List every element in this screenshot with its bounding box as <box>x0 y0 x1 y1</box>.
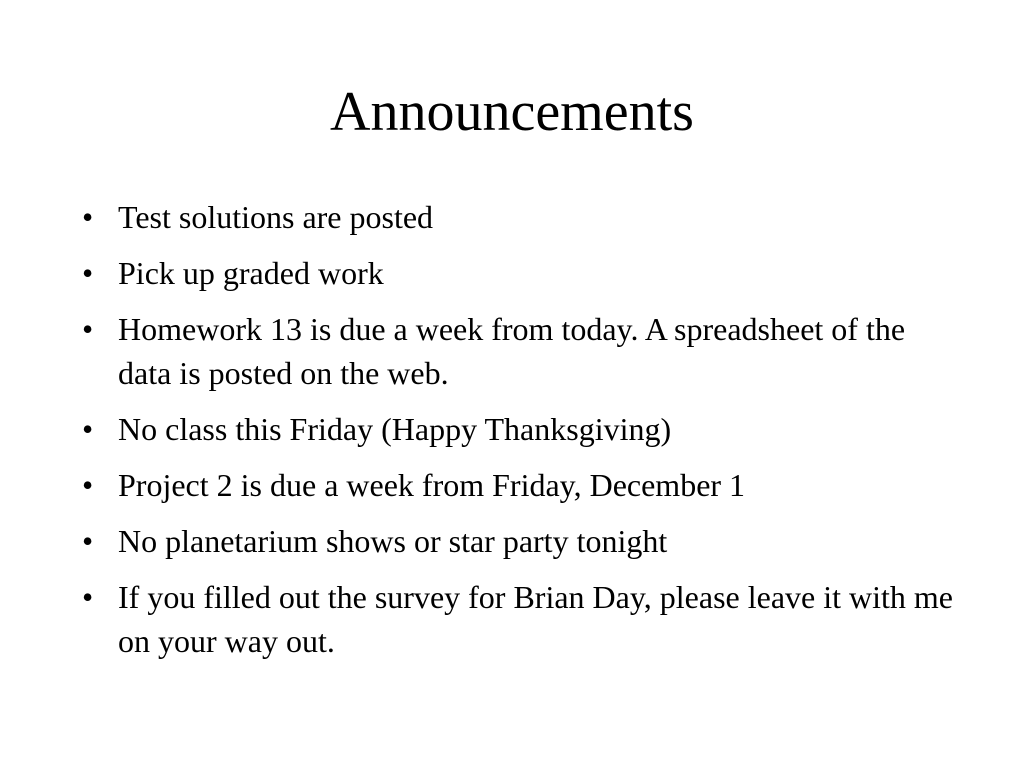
bullet-text: If you filled out the survey for Brian Day, please leave it with me on your way out. <box>118 579 953 659</box>
bullet-icon: • <box>82 411 94 447</box>
list-item <box>78 575 958 663</box>
bullet-text: No planetarium shows or star party tonight <box>118 523 668 559</box>
bullet-icon: • <box>82 523 94 559</box>
bullet-icon: • <box>82 199 94 235</box>
bullet-text: Pick up graded work <box>118 255 384 291</box>
bullet-text: Test solutions are posted <box>118 199 434 235</box>
list-item <box>78 307 958 395</box>
list-item <box>78 195 958 239</box>
bullet-list <box>78 195 958 675</box>
list-item <box>78 251 958 295</box>
bullet-icon: • <box>82 467 94 503</box>
list-item <box>78 463 958 507</box>
bullet-text: Project 2 is due a week from Friday, December 1 <box>118 467 746 503</box>
bullet-text: No class this Friday (Happy Thanksgiving) <box>118 411 672 447</box>
bullet-text: Homework 13 is due a week from today. A spreadsheet of the data is posted on the web. <box>118 311 906 391</box>
bullet-icon: • <box>82 579 94 615</box>
list-item <box>78 407 958 451</box>
slide-title: Announcements <box>330 81 694 143</box>
bullet-icon: • <box>82 255 94 291</box>
list-item <box>78 519 958 563</box>
bullet-icon: • <box>82 311 94 347</box>
